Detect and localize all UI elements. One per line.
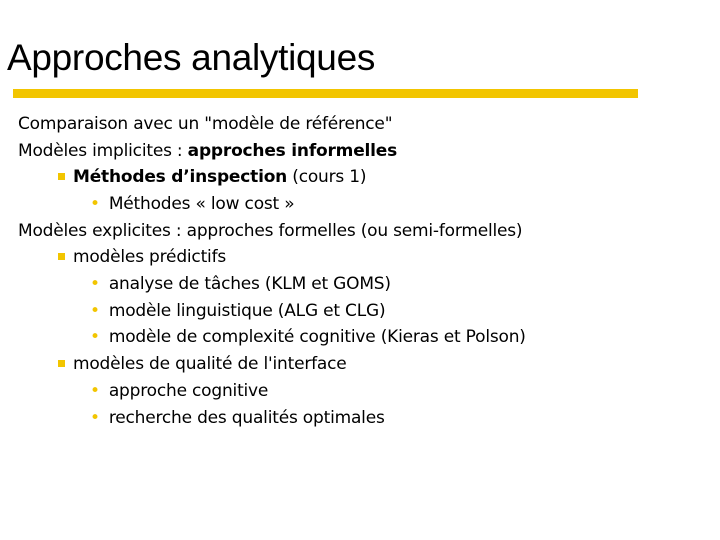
- square-bullet-icon: [58, 173, 65, 180]
- round-bullet-icon: •: [90, 274, 100, 294]
- text-modele-linguistique: modèle linguistique (ALG et CLG): [108, 301, 386, 321]
- title-underline-bar: [13, 89, 638, 98]
- text-modeles-qualite: modèles de qualité de l'interface: [73, 354, 347, 374]
- text-low-cost: Méthodes « low cost »: [108, 194, 295, 214]
- line-modeles-qualite: [58, 354, 347, 374]
- line-approche-cognitive: [90, 381, 268, 401]
- line-modeles-explicites: [18, 221, 522, 241]
- round-bullet-icon: •: [90, 327, 100, 347]
- text-inspection-rest: (cours 1): [287, 167, 367, 187]
- text-approche-cognitive: approche cognitive: [108, 381, 269, 401]
- round-bullet-icon: •: [90, 408, 100, 428]
- square-bullet-icon: [58, 360, 65, 367]
- line-modeles-predictifs: [58, 247, 226, 267]
- text-analyse-taches: analyse de tâches (KLM et GOMS): [108, 274, 391, 294]
- line-modele-linguistique: [90, 301, 385, 321]
- text-implicites-prefix: Modèles implicites :: [18, 141, 188, 161]
- text-qualites-optimales: recherche des qualités optimales: [108, 408, 385, 428]
- round-bullet-icon: •: [90, 301, 100, 321]
- line-modeles-implicites: [18, 141, 397, 161]
- round-bullet-icon: •: [90, 381, 100, 401]
- line-methodes-inspection: [58, 167, 366, 187]
- line-complexite-cognitive: [90, 327, 526, 347]
- square-bullet-icon: [58, 253, 65, 260]
- line-low-cost: [90, 194, 294, 214]
- text-complexite-cognitive: modèle de complexité cognitive (Kieras et Polson): [108, 327, 526, 347]
- line-analyse-taches: [90, 274, 391, 294]
- text-predictifs: modèles prédictifs: [73, 247, 227, 267]
- text-inspection-bold: Méthodes d’inspection: [73, 167, 288, 187]
- line-comparaison: [18, 114, 392, 134]
- text-explicites: Modèles explicites : approches formelles (ou semi-formelles): [18, 221, 523, 241]
- text-implicites-bold: approches informelles: [187, 141, 398, 161]
- text-comparaison: Comparaison avec un "modèle de référence": [18, 114, 393, 134]
- round-bullet-icon: •: [90, 194, 100, 214]
- page-title: Approches analytiques: [7, 37, 376, 78]
- line-qualites-optimales: [90, 408, 385, 428]
